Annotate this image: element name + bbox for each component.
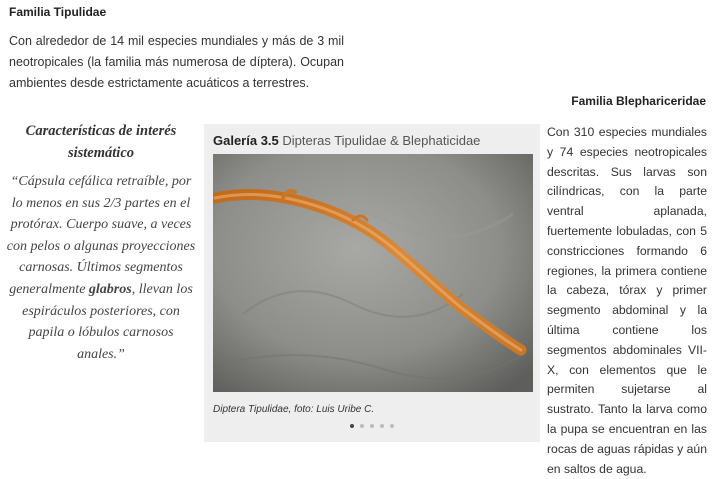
quote-text-part2: , llevan los espiráculos posteriores, con papila o lóbulos carnosos anales.” [22, 281, 193, 362]
quote-title: Características de interés sistemático [25, 123, 177, 161]
quote-text-part1: “Cápsula cefálica retraíble, por lo menos en sus 2/3 partes en el protórax. Cuerpo suave, a veces con pelos o algunas proyecciones carnosas. Últimos segmentos generalmente [6, 174, 196, 297]
quote-body [0, 171, 202, 365]
gallery-dot-5[interactable] [390, 424, 394, 428]
blephariceridae-paragraph: Con 310 especies mundiales y 74 especies neotropicales descritas. Sus larvas son cilíndricas, con la parte ventral aplanada, fuertemente lobuladas, con 5 constricciones formando 6 regiones, la primera contiene la cabeza, tórax y primer segmento abdominal y la última contiene los segmentos abdominales VII-X, con elementos que le permiten sujetarse al sustrato. Tanto la larva como la pupa se encuentran en las rocas de aguas rápidas y aún en saltos de agua. [547, 125, 707, 476]
image-gallery [204, 124, 540, 442]
gallery-pagination [204, 424, 540, 428]
gallery-dot-2[interactable] [360, 424, 364, 428]
blephariceridae-heading: Familia Blephariceridae [571, 94, 706, 108]
gallery-photo[interactable] [213, 154, 533, 392]
tipulidae-heading: Familia Tipulidae [9, 5, 107, 19]
gallery-caption: Diptera Tipulidae, foto: Luis Uribe C. [213, 404, 375, 415]
systematic-features-quote [0, 120, 202, 365]
gallery-dot-3[interactable] [370, 424, 374, 428]
gallery-dot-4[interactable] [380, 424, 384, 428]
gallery-dot-1[interactable] [350, 424, 354, 428]
gallery-title: Dipteras Tipulidae & Blephaticidae [282, 133, 481, 148]
tipulidae-larva-photo [213, 154, 533, 392]
tipulidae-paragraph: Con alrededor de 14 mil especies mundiales y más de 3 mil neotropicales (la familia más numerosa de díptera). Ocupan ambientes desde estrictamente acuáticos a terrestres. [9, 34, 344, 90]
gallery-header [213, 133, 480, 148]
quote-text-bold: glabros [88, 281, 132, 297]
gallery-label: Galería 3.5 [213, 133, 279, 148]
